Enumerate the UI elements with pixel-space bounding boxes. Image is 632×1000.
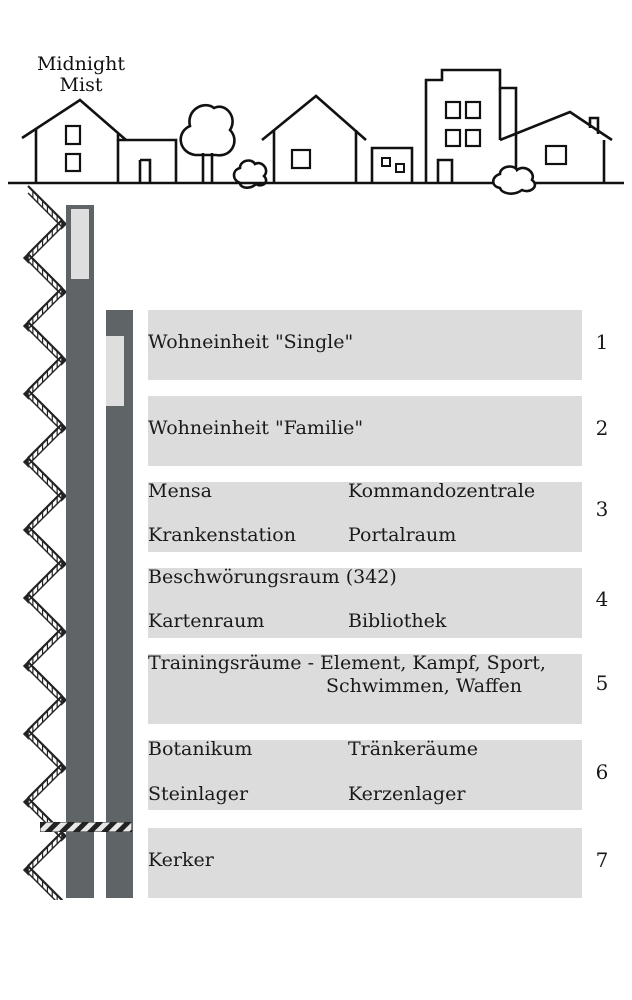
room-label: Tränkeräume (348, 738, 478, 760)
room-label: Mensa (148, 480, 213, 502)
staircase-illustration (0, 180, 70, 900)
house-icon (262, 96, 412, 183)
title-line: Mist (59, 74, 103, 96)
room-label: Wohneinheit "Familie" (148, 417, 364, 439)
floor-number: 6 (595, 760, 609, 784)
skyline-illustration (0, 0, 632, 200)
stair-flight (28, 866, 66, 900)
bush-icon (493, 167, 535, 194)
room-label: Kartenraum (148, 610, 265, 632)
room-label: Kerker (148, 849, 214, 871)
floor-number: 5 (595, 671, 609, 695)
elevator-shaft-left (66, 205, 94, 898)
room-label: Wohneinheit "Single" (148, 331, 354, 353)
tree-icon (181, 105, 235, 183)
room-label: Kerzenlager (348, 783, 466, 805)
elevator-cabin-left (71, 209, 89, 279)
room-label: Botanikum (148, 738, 253, 760)
title-line: Midnight (36, 53, 126, 75)
room-label: Schwimmen, Waffen (326, 675, 523, 697)
room-label: Kommandozentrale (348, 480, 536, 502)
room-label: Steinlager (148, 783, 249, 805)
floor-number: 2 (595, 416, 609, 440)
floor-number: 3 (595, 497, 609, 521)
building-icon (426, 70, 516, 183)
room-label: Bibliothek (348, 610, 447, 632)
floor-number: 4 (595, 587, 609, 611)
elevator-cabin-right (106, 336, 124, 406)
room-label: Krankenstation (148, 524, 296, 546)
barrier-stripe (40, 822, 132, 832)
house-icon (22, 100, 176, 183)
page-title (22, 54, 140, 96)
room-label: Beschwörungsraum (342) (148, 566, 397, 588)
room-label: Trainingsräume - Element, Kampf, Sport, (148, 652, 546, 674)
floor-number: 7 (595, 848, 609, 872)
floor-number: 1 (595, 330, 609, 354)
room-label: Portalraum (348, 524, 457, 546)
